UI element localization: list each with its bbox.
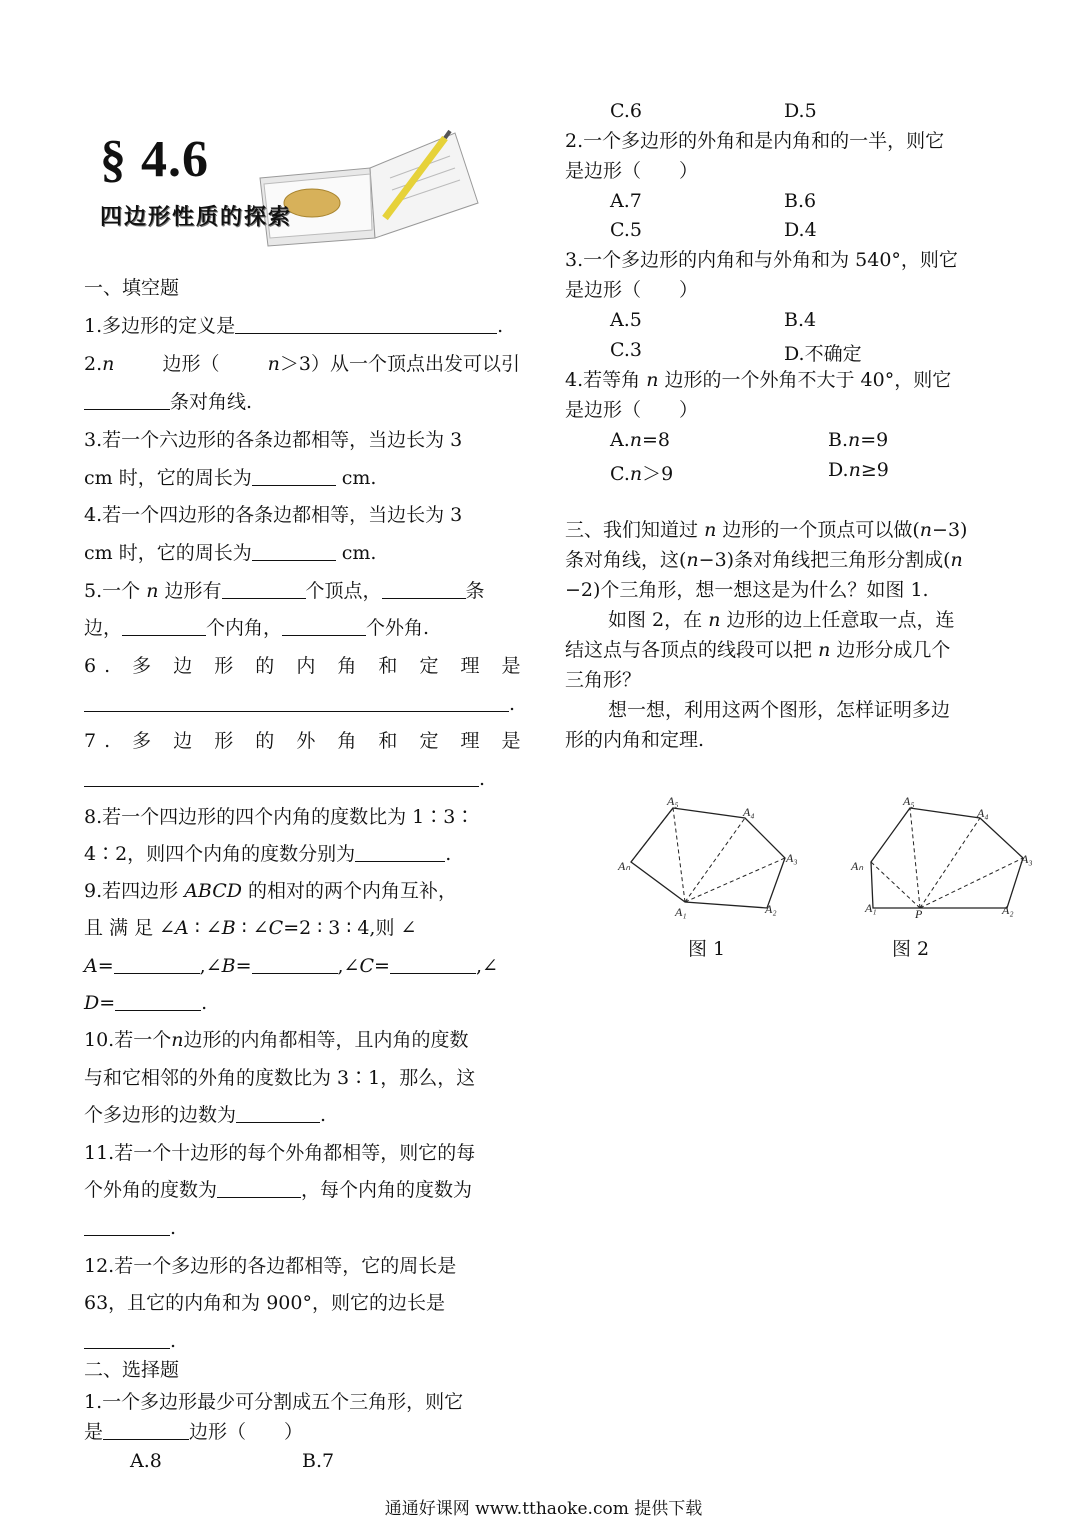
- part3-line1: 三、我们知道过 n 边形的一个顶点可以做(n−3): [565, 519, 968, 541]
- fill-q3: 3.若一个六边形的各条边都相等，当边长为 3: [84, 429, 463, 451]
- part3-line7: 想一想，利用这两个图形，怎样证明多边: [608, 699, 951, 721]
- section-title: 四边形性质的探索: [100, 205, 293, 230]
- choice-q3-option-b: B.4: [784, 309, 817, 331]
- fill-q11: 11.若一个十边形的每个外角都相等，则它的每: [84, 1142, 476, 1164]
- choice-q2-option-d: D.4: [784, 219, 817, 241]
- figure-2-polygon-point-p: [845, 790, 1050, 920]
- choice-q4: 4.若等角 n 边形的一个外角不大于 40°，则它: [565, 369, 952, 391]
- choice-q1-option-a: A.8: [130, 1450, 162, 1472]
- fill-q12: 12.若一个多边形的各边都相等，它的周长是: [84, 1255, 457, 1277]
- fill-q1: 1.多边形的定义是 .: [84, 315, 504, 337]
- open-book-pencil-icon: [250, 118, 485, 253]
- fig2-label-a4: A₄: [977, 806, 989, 820]
- fig1-label-a4: A₄: [743, 805, 755, 819]
- choice-q4-option-d: D.n≥9: [828, 459, 889, 481]
- fig1-label-an: Aₙ: [618, 859, 631, 873]
- figure-1-polygon-diagonals: [615, 790, 815, 920]
- choice-q1-option-c: C.6: [610, 100, 642, 122]
- part2-heading: 二、选择题: [84, 1359, 180, 1381]
- figure-2-caption: 图 2: [892, 938, 930, 960]
- choice-q3-option-c: C.3: [610, 339, 642, 361]
- choice-q4-option-c: C.n＞9: [610, 463, 674, 485]
- choice-q1-option-b: B.7: [302, 1450, 335, 1472]
- fig2-label-a1: A₁: [865, 901, 877, 915]
- fill-q7: 7. 多 边 形 的 外 角 和 定 理 是: [84, 730, 529, 752]
- choice-q2: 2.一个多边形的外角和是内角和的一半，则它: [565, 130, 945, 152]
- figure-1-caption: 图 1: [688, 938, 726, 960]
- page-footer: 通通好课网 www.tthaoke.com 提供下载: [384, 1499, 703, 1519]
- fig2-label-an: Aₙ: [851, 859, 864, 873]
- fig1-label-a3: A₃: [786, 851, 798, 865]
- choice-q4-option-b: B.n=9: [828, 429, 889, 451]
- choice-q3-option-d: D.不确定: [784, 343, 862, 365]
- choice-q2-option-c: C.5: [610, 219, 642, 241]
- section-number: § 4.6: [100, 131, 209, 188]
- fill-q9: 9.若四边形 ABCD 的相对的两个内角互补，: [84, 880, 458, 902]
- choice-q1: 1.一个多边形最少可分割成五个三角形，则它: [84, 1391, 464, 1413]
- part3-line2: 条对角线，这(n−3)条对角线把三角形分割成(n: [565, 549, 963, 571]
- fill-q5: 5.一个 n 边形有 个顶点， 条: [84, 580, 485, 602]
- choice-q3: 3.一个多边形的内角和与外角和为 540°，则它: [565, 249, 958, 271]
- fig2-label-a5: A₅: [903, 794, 915, 808]
- choice-q4-option-a: A.n=8: [610, 429, 671, 451]
- fig2-label-a3: A₃: [1021, 852, 1033, 866]
- fill-q8: 8.若一个四边形的四个内角的度数比为 1∶3∶: [84, 806, 475, 828]
- part3-line3: −2)个三角形，想一想这是为什么？如图 1.: [565, 579, 929, 601]
- fig1-label-a5: A₅: [667, 794, 679, 808]
- part3-line6: 三角形？: [565, 669, 642, 691]
- choice-q2-option-a: A.7: [610, 190, 642, 212]
- fig2-label-a2: A₂: [1002, 903, 1014, 917]
- choice-q2-option-b: B.6: [784, 190, 817, 212]
- part3-line8: 形的内角和定理.: [565, 729, 705, 751]
- choice-q3-option-a: A.5: [610, 309, 642, 331]
- part1-heading: 一、填空题: [84, 277, 180, 299]
- choice-q1-option-d: D.5: [784, 100, 817, 122]
- part3-line5: 结这点与各顶点的线段可以把 n 边形分成几个: [565, 639, 951, 661]
- part3-line4: 如图 2，在 n 边形的边上任意取一点，连: [608, 609, 955, 631]
- fill-q2: 2.n 边形（ n＞3）从一个顶点出发可以引: [84, 353, 520, 375]
- fig1-label-a2: A₂: [765, 902, 777, 916]
- fig1-label-a1: A₁: [675, 905, 687, 919]
- fill-q6: 6. 多 边 形 的 内 角 和 定 理 是: [84, 655, 529, 677]
- fill-q10: 10.若一个n边形的内角都相等，且内角的度数: [84, 1029, 469, 1051]
- fill-q4: 4.若一个四边形的各条边都相等，当边长为 3: [84, 504, 463, 526]
- fig2-label-p: P: [915, 907, 923, 920]
